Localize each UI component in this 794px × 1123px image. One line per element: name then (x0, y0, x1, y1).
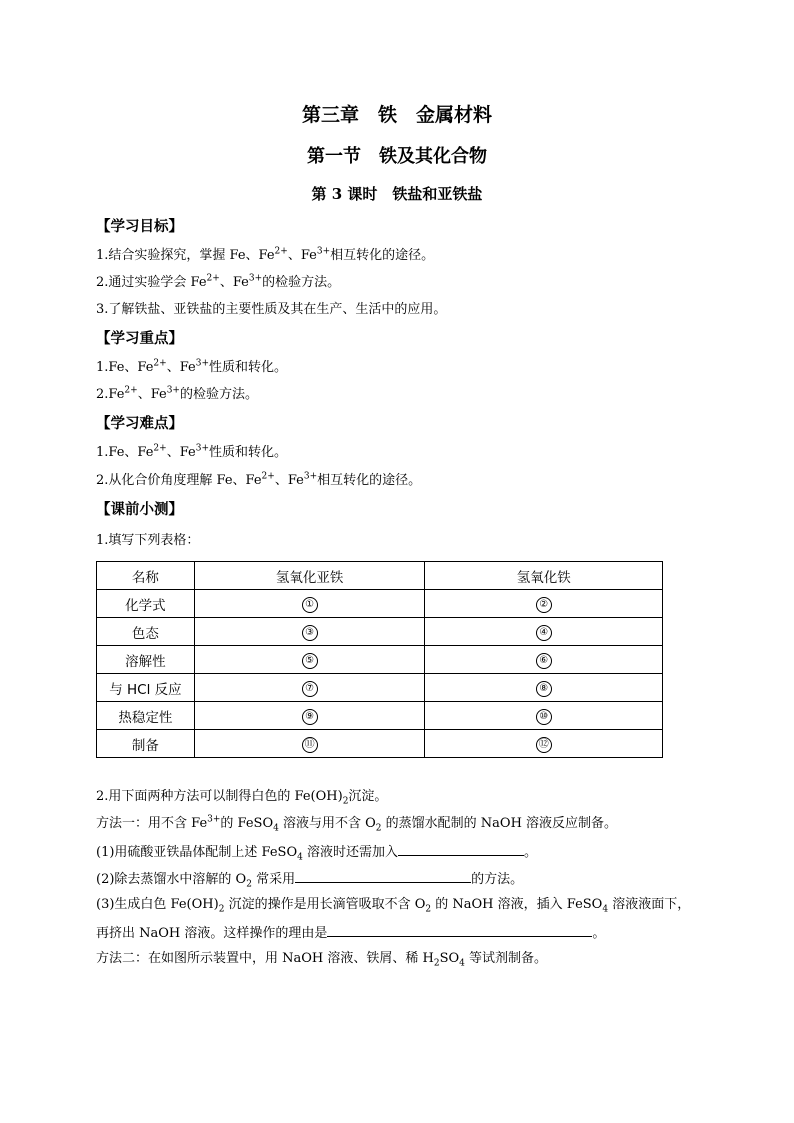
row-label: 溶解性 (97, 646, 195, 674)
table-row (97, 702, 663, 730)
answer-blank: ⑩ (536, 709, 552, 725)
answer-blank: ⑧ (536, 681, 552, 697)
lesson-title: 第 3 课时 铁盐和亚铁盐 (311, 185, 483, 203)
difficulty-1: 1.Fe、$Fe^{2+}$、$Fe^{3+}$性质和转化。 (96, 443, 288, 460)
header-cell: 氢氧化铁 (425, 562, 663, 590)
answer-blank: ⑪ (302, 737, 318, 753)
objective-2: 2.通过实验学会 $Fe^{2+}$、$Fe^{3+}$的检验方法。 (96, 273, 341, 290)
objective-1: 1.结合实验探究，掌握 Fe、$Fe^{2+}$、$Fe^{3+}$相互转化的途径。 (96, 246, 435, 263)
pretest-heading: 【课前小测】 (96, 501, 183, 518)
answer-blank: ② (536, 597, 552, 613)
sub-question-1: (1)用硫酸亚铁晶体配制上述 FeSO$_4$ 溶液时还需加入 。 (96, 842, 537, 862)
method-2: 方法二：在如图所示装置中，用 NaOH 溶液、铁屑、稀 $H_2SO_4$ 等试剂制备。 (96, 951, 548, 969)
row-label: 制备 (97, 730, 195, 758)
keypoint-2: $2.Fe^{2+}$、$Fe^{3+}$的检验方法。 (96, 385, 258, 402)
header-cell: 氢氧化亚铁 (194, 562, 425, 590)
objective-3: 3.了解铁盐、亚铁盐的主要性质及其在生产、生活中的应用。 (96, 302, 447, 317)
sub-question-3-cont: 再挤出 NaOH 溶液。这样操作的理由是 。 (96, 923, 605, 943)
answer-blank: ⑫ (536, 737, 552, 753)
table-row (97, 618, 663, 646)
sub-question-3: (3)生成白色 $Fe(OH)_2$ 沉淀的操作是用长滴管吸取不含 $O_2$ 的 NaOH 溶液，插入 FeSO$_4$ 溶液液面下， (96, 897, 691, 915)
table-row (97, 590, 663, 618)
answer-blank: ① (302, 597, 318, 613)
question-1: 1.填写下列表格： (96, 533, 200, 548)
fill-blank[interactable] (327, 923, 592, 937)
answer-blank: ⑨ (302, 709, 318, 725)
section-title: 第一节 铁及其化合物 (307, 146, 487, 167)
answer-blank: ⑥ (536, 653, 552, 669)
sub-question-2: (2)除去蒸馏水中溶解的 $O_2$ 常采用 的方法。 (96, 869, 523, 889)
table-row (97, 646, 663, 674)
table-row (97, 730, 663, 758)
answer-blank: ④ (536, 625, 552, 641)
fill-blank[interactable] (295, 869, 471, 883)
keypoints-heading: 【学习重点】 (96, 330, 183, 347)
difficulty-2: 2.从化合价角度理解 Fe、$Fe^{2+}$、$Fe^{3+}$相互转化的途径。 (96, 471, 422, 488)
chapter-title: 第三章 铁 金属材料 (301, 104, 492, 126)
row-label: 与 HCl 反应 (97, 674, 195, 702)
answer-blank: ⑤ (302, 653, 318, 669)
answer-blank: ⑦ (302, 681, 318, 697)
row-label: 化学式 (97, 590, 195, 618)
table-header-row (97, 562, 663, 590)
keypoint-1: 1.Fe、$Fe^{2+}$、$Fe^{3+}$性质和转化。 (96, 358, 288, 375)
fill-blank[interactable] (398, 842, 524, 856)
difficulties-heading: 【学习难点】 (96, 415, 183, 432)
header-cell: 名称 (97, 562, 195, 590)
hydroxide-table (96, 561, 663, 758)
row-label: 热稳定性 (97, 702, 195, 730)
row-label: 色态 (97, 618, 195, 646)
table-row (97, 674, 663, 702)
question-2: 2.用下面两种方法可以制得白色的 $Fe(OH)_2$沉淀。 (96, 789, 388, 807)
answer-blank: ③ (302, 625, 318, 641)
method-1: 方法一：用不含 $Fe^{3+}$的 FeSO$_4$ 溶液与用不含 $O_2$ 的蒸馏水配制的 NaOH 溶液反应制备。 (96, 814, 618, 834)
objectives-heading: 【学习目标】 (96, 218, 183, 235)
